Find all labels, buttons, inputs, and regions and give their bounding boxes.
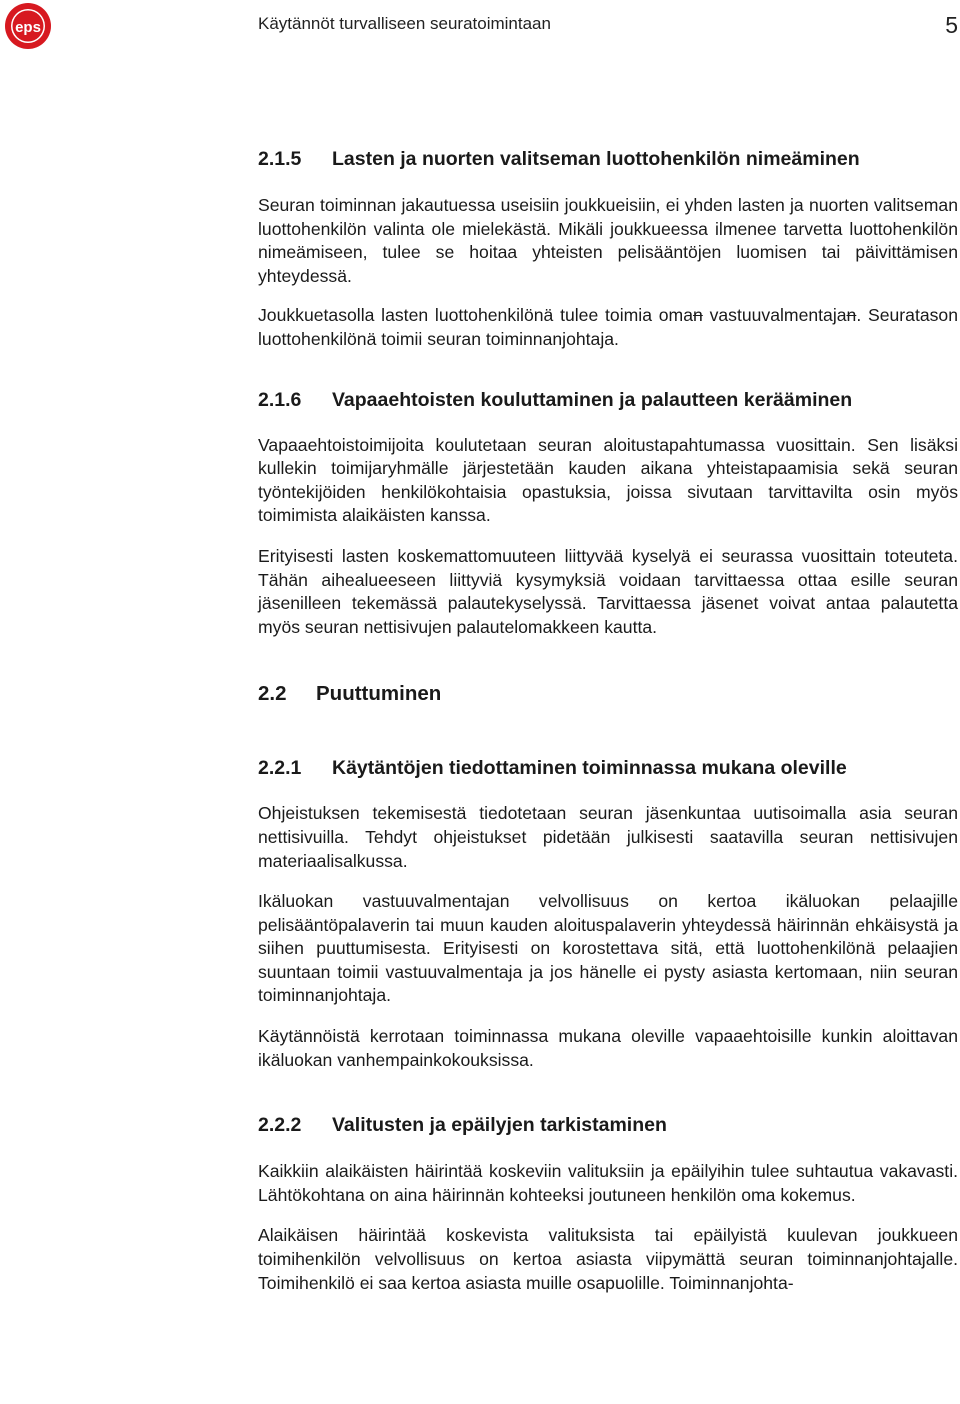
paragraph: Seuran toiminnan jakautuessa useisiin joukkueisiin, ei yhden lasten ja nuorten valitseman luottohenkilön valinta ole mielekästä. Mikäli joukkueessa ilmenee tarvetta luottohenkilön nimeämiseen, tulee se hoitaa yhteisten pelisääntöjen luomisen tai päivittämisen yhteydessä. xyxy=(258,195,958,286)
paragraph: Kaikkiin alaikäisten häirintää koskeviin valituksiin ja epäilyihin tulee suhtautua vakavasti. Lähtökohtana on aina häirinnän kohteeksi joutuneen henkilön oma kokemus. xyxy=(258,1161,958,1205)
paragraph: Erityisesti lasten koskemattomuuteen liittyvää kyselyä ei seurassa vuosittain toteuteta. Tähän aihealueeseen liittyviä kysymyksiä voidaan tarvittaessa ottaa esille seuran jäsenilleen tekemässä palautekyselyssä. Tarvittaessa jäsenet voivat antaa palautetta myös seuran nettisivujen palautelomakkeen kautta. xyxy=(258,545,958,637)
section-heading-2-1-6: 2.1.6 Vapaaehtoisten kouluttaminen ja palautteen kerääminen xyxy=(258,388,853,411)
section-heading-2-2-2: 2.2.2 Valitusten ja epäilyjen tarkistaminen xyxy=(258,1114,667,1137)
paragraph: Joukkuetasolla lasten luottohenkilönä tulee toimia oman vastuuvalmentajan. Seuratason luottohenkilönä toimii seuran toiminnanjohtaja. xyxy=(258,305,958,349)
section-heading-2-1-5: 2.1.5 Lasten ja nuorten valitseman luottohenkilön nimeäminen xyxy=(258,148,860,170)
paragraph: Alaikäisen häirintää koskevista valituksista tai epäilyistä kuulevan joukkueen toimihenkilön velvollisuus on kertoa asiasta viipymättä seuran toiminnanjohtajalle. Toimihenkilö ei saa kertoa asiasta muille osapuolille. Toiminnanjohta- xyxy=(258,1225,958,1293)
strikethrough-text: n xyxy=(693,305,703,326)
paragraph: Ohjeistuksen tekemisestä tiedotetaan seuran jäsenkuntaa uutisoimalla asia seuran nettisivuilla. Tehdyt ohjeistukset pidetään julkisesti saatavilla seuran nettisivujen materiaalisalkussa. xyxy=(258,803,958,871)
page-header xyxy=(0,0,960,60)
section-heading-2-2: 2.2 Puuttuminen xyxy=(258,682,442,706)
paragraph: Vapaaehtoistoimijoita koulutetaan seuran aloitustapahtumassa vuosittain. Sen lisäksi kullekin toimijaryhmälle järjestetään kauden aikana yhteistapaamisia sekä seuran työntekijöiden henkilökohtaisia opastuksia, joissa sivutaan tarvittavilta osin myös toimimista alaikäisten kanssa. xyxy=(258,434,958,526)
strikethrough-text: n xyxy=(846,305,857,326)
header-title: Käytännöt turvalliseen seuratoimintaan xyxy=(258,14,551,33)
club-logo-icon xyxy=(4,2,52,50)
paragraph: Ikäluokan vastuuvalmentajan velvollisuus on kertoa ikäluokan pelaajille pelisääntöpalaverin tai muun kauden aloituspalaverin yhteydessä häirinnän ehkäisystä ja siihen puuttumisesta. Erityisesti on korostettava sitä, että luottohenkilönä pelaajien suuntaan toimii vastuuvalmentaja ja jos hänelle ei pysty asiasta kertomaan, niin seuran toiminnanjohtaja. xyxy=(258,891,958,1006)
section-heading-2-2-1: 2.2.1 Käytäntöjen tiedottaminen toiminnassa mukana oleville xyxy=(258,757,847,780)
page-number: 5 xyxy=(945,12,958,38)
svg-text:eps: eps xyxy=(15,19,41,36)
document-body xyxy=(258,145,958,1295)
paragraph: Käytännöistä kerrotaan toiminnassa mukana oleville vapaaehtoisille kunkin aloittavan ikäluokan vanhempainkokouksissa. xyxy=(258,1026,958,1070)
